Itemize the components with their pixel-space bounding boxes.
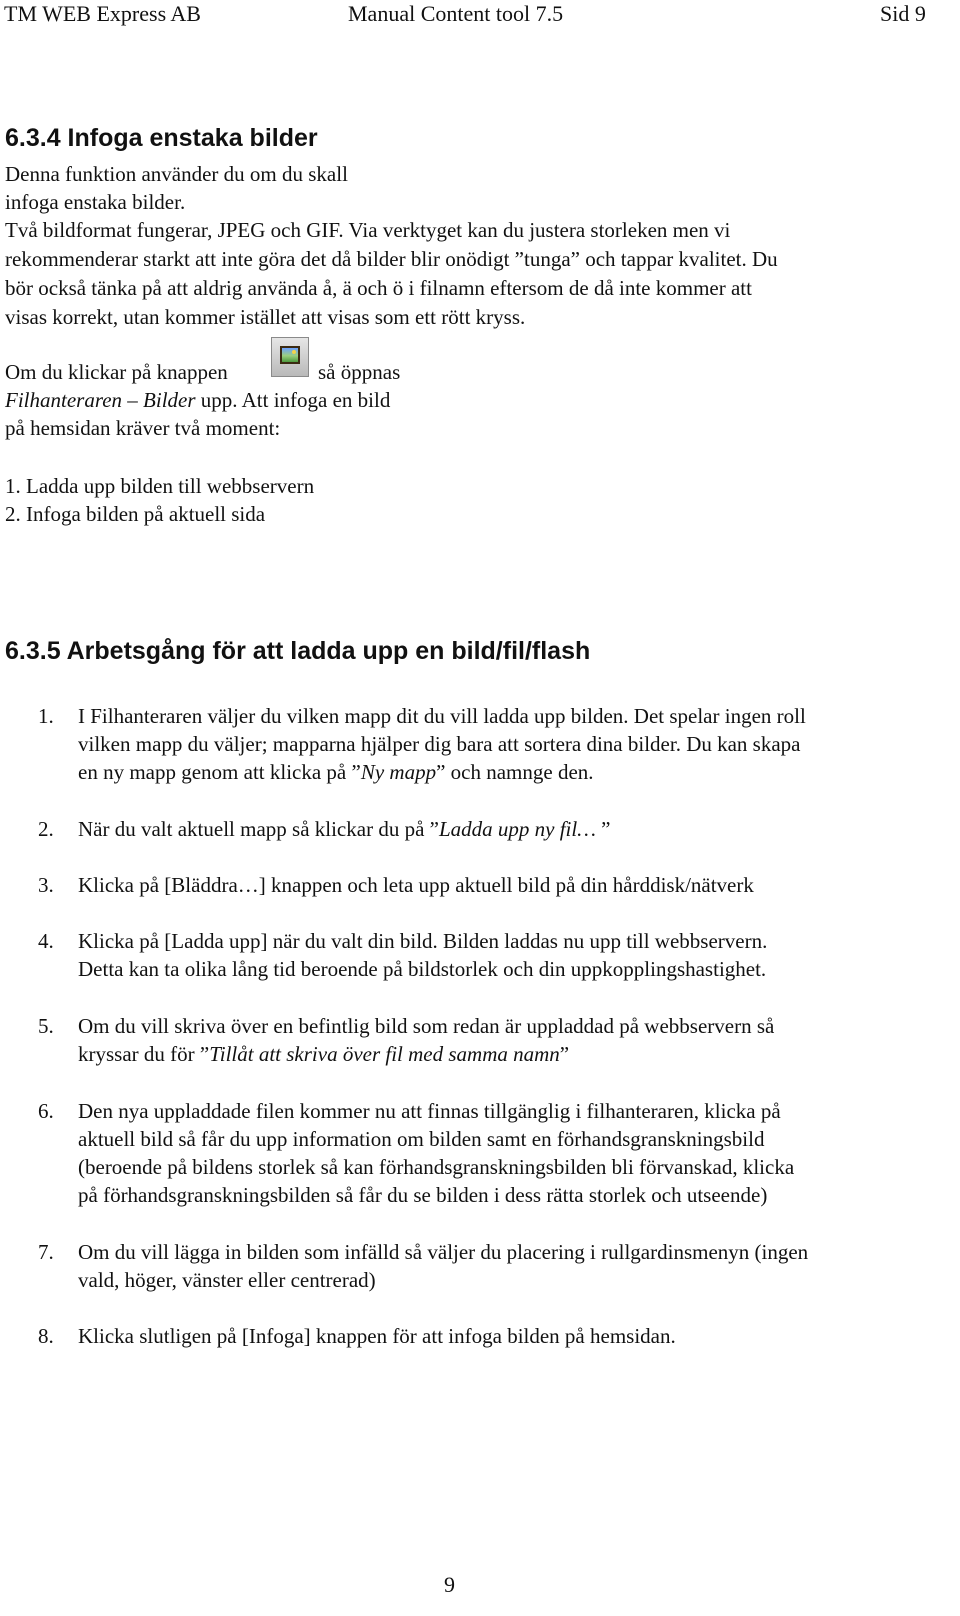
list-line: en ny mapp genom att klicka på ”Ny mapp” och namnge den.: [78, 760, 594, 784]
list-line: Klicka slutligen på [Infoga] knappen för att infoga bilden på hemsidan.: [78, 1324, 676, 1348]
step-item: 1. Ladda upp bilden till webbservern: [5, 474, 315, 498]
list-line: Klicka på [Bläddra…] knappen och leta upp aktuell bild på din hårddisk/nätverk: [78, 873, 754, 897]
intro-line: Denna funktion använder du om du skall: [5, 162, 348, 186]
list-line: på förhandsgranskningsbilden så får du se bilden i dess rätta storlek och utseende): [78, 1183, 768, 1207]
list-line: Om du vill skriva över en befintlig bild som redan är uppladdad på webbservern så: [78, 1014, 775, 1038]
page-number: 9: [444, 1572, 455, 1597]
list-line: vilken mapp du väljer; mapparna hjälper dig bara att sortera dina bilder. Du kan skapa: [78, 732, 801, 756]
list-line: aktuell bild så får du upp information om bilden samt en förhandsgranskningsbild: [78, 1127, 765, 1151]
header-page-label: Sid 9: [880, 1, 926, 26]
paragraph-line: rekommenderar starkt att inte göra det då bilder blir onödigt ”tunga” och tappar kvalitet. Du: [5, 247, 778, 271]
list-line: (beroende på bildens storlek så kan förhandsgranskningsbilden bli förvanskad, klicka: [78, 1155, 795, 1179]
list-number: 6.: [38, 1099, 54, 1123]
section-heading-634: 6.3.4 Infoga enstaka bilder: [5, 124, 318, 152]
moment-line: på hemsidan kräver två moment:: [5, 416, 281, 440]
list-line: kryssar du för ”Tillåt att skriva över fil med samma namn”: [78, 1042, 570, 1066]
list-number: 8.: [38, 1324, 54, 1348]
filhanteraren-rest: upp. Att infoga en bild: [195, 388, 391, 412]
header-company: TM WEB Express AB: [4, 1, 201, 26]
paragraph-line: bör också tänka på att aldrig använda å, ä och ö i filnamn eftersom de då inte kommer att: [5, 276, 752, 300]
button-instruction-tail: så öppnas: [318, 360, 401, 384]
section-heading-635: 6.3.5 Arbetsgång för att ladda upp en bild/fil/flash: [5, 637, 591, 665]
ladda-upp-term: Ladda upp ny fil…: [438, 817, 596, 841]
list-line: Detta kan ta olika lång tid beroende på bildstorlek och din uppkopplingshastighet.: [78, 957, 767, 981]
list-number: 4.: [38, 929, 54, 953]
paragraph-line: visas korrekt, utan kommer istället att visas som ett rött kryss.: [5, 305, 526, 329]
intro-line: infoga enstaka bilder.: [5, 190, 186, 214]
ny-mapp-term: Ny mapp: [360, 760, 437, 784]
list-line: I Filhanteraren väljer du vilken mapp dit du vill ladda upp bilden. Det spelar ingen roll: [78, 704, 806, 728]
filhanteraren-title: Filhanteraren – Bilder: [5, 388, 196, 412]
list-line: När du valt aktuell mapp så klickar du på ”Ladda upp ny fil… ”: [78, 817, 611, 841]
list-number: 3.: [38, 873, 54, 897]
list-number: 2.: [38, 817, 54, 841]
list-line: Den nya uppladdade filen kommer nu att finnas tillgänglig i filhanteraren, klicka på: [78, 1099, 781, 1123]
button-instruction: Om du klickar på knappen: [5, 360, 228, 384]
header-document-title: Manual Content tool 7.5: [348, 1, 564, 26]
list-line: vald, höger, vänster eller centrerad): [78, 1268, 376, 1292]
list-line: Klicka på [Ladda upp] när du valt din bild. Bilden laddas nu upp till webbservern.: [78, 929, 768, 953]
image-manager-icon: [271, 337, 309, 377]
list-number: 7.: [38, 1240, 54, 1264]
picture-icon: [280, 346, 300, 364]
filhanteraren-line: [5, 386, 390, 414]
paragraph-line: Två bildformat fungerar, JPEG och GIF. Via verktyget kan du justera storleken men vi: [5, 218, 731, 242]
list-line: Om du vill lägga in bilden som infälld så väljer du placering i rullgardinsmenyn (ingen: [78, 1240, 809, 1264]
step-item: 2. Infoga bilden på aktuell sida: [5, 502, 266, 526]
list-number: 5.: [38, 1014, 54, 1038]
overwrite-option-term: Tillåt att skriva över fil med samma namn: [209, 1042, 560, 1066]
list-number: 1.: [38, 704, 54, 728]
